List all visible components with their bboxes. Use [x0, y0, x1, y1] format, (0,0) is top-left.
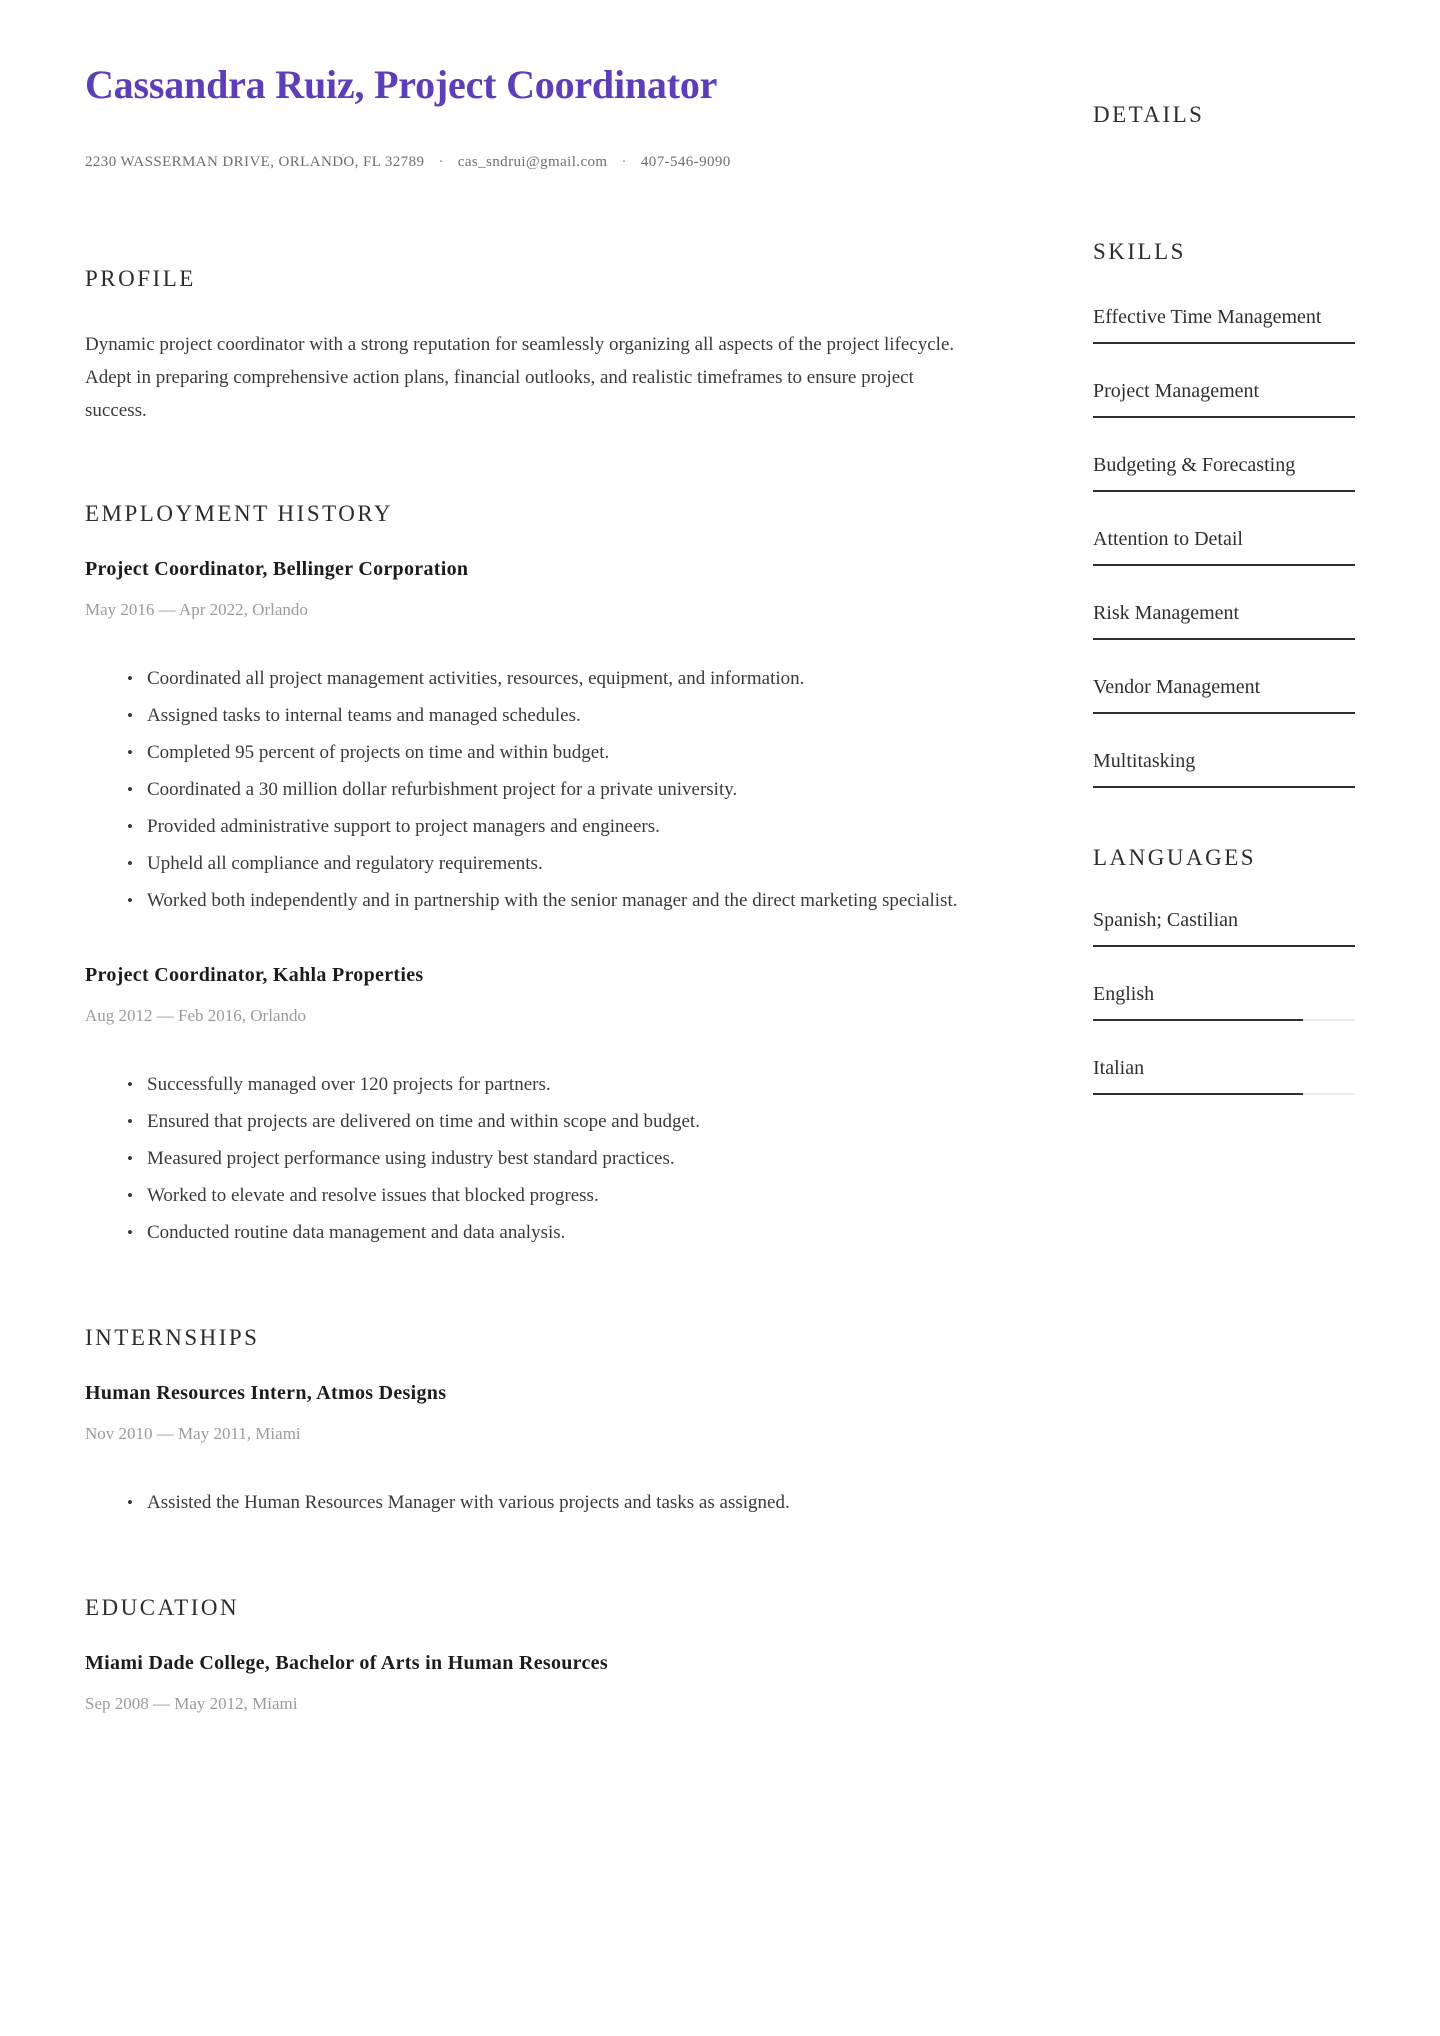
skill-label: Attention to Detail	[1093, 528, 1243, 550]
contact-separator: ·	[621, 154, 627, 170]
bullet-item: • Provided administrative support to project managers and engineers.	[85, 809, 970, 845]
job-title: Project Coordinator, Kahla Properties	[85, 964, 424, 986]
bullet-item: • Ensured that projects are delivered on time and within scope and budget.	[85, 1104, 970, 1140]
job-bullets	[85, 661, 970, 919]
contact-address: 2230 WASSERMAN DRIVE, ORLANDO, FL 32789	[85, 154, 425, 170]
contact-phone: 407-546-9090	[640, 154, 731, 170]
skill-level-fill	[1093, 638, 1355, 640]
bullet-item: • Completed 95 percent of projects on time and within budget.	[85, 735, 970, 771]
language-level-fill	[1093, 1093, 1303, 1095]
columns	[85, 62, 1355, 1715]
employment-jobs	[85, 555, 970, 1251]
skill-label: Effective Time Management	[1093, 306, 1322, 328]
job	[85, 555, 970, 919]
skill-item	[1093, 596, 1355, 640]
skill-level-bar	[1093, 490, 1355, 492]
skill-item	[1093, 374, 1355, 418]
internships-heading: INTERNSHIPS	[85, 1325, 260, 1350]
skills-list	[1093, 300, 1355, 788]
language-label: English	[1093, 983, 1155, 1005]
job-title: Miami Dade College, Bachelor of Arts in Human Resources	[85, 1652, 608, 1674]
languages-list	[1093, 903, 1355, 1095]
skills-heading: SKILLS	[1093, 239, 1186, 264]
name-title: Cassandra Ruiz, Project Coordinator	[85, 62, 718, 107]
language-item	[1093, 903, 1355, 947]
education-jobs	[85, 1649, 970, 1715]
skill-item	[1093, 744, 1355, 788]
skill-level-fill	[1093, 786, 1355, 788]
skill-label: Risk Management	[1093, 602, 1240, 624]
skill-level-fill	[1093, 712, 1355, 714]
bullet-item: • Measured project performance using industry best standard practices.	[85, 1141, 970, 1177]
job-date-location: Sep 2008 — May 2012, Miami	[85, 1694, 298, 1713]
language-level-bar	[1093, 945, 1355, 947]
skill-item	[1093, 300, 1355, 344]
header	[85, 62, 970, 172]
language-label: Spanish; Castilian	[1093, 909, 1238, 931]
language-level-fill	[1093, 1019, 1303, 1021]
language-level-fill	[1093, 945, 1355, 947]
education-section	[85, 1593, 970, 1715]
skill-item	[1093, 448, 1355, 492]
skill-item	[1093, 522, 1355, 566]
language-level-bar	[1093, 1019, 1355, 1021]
skill-level-bar	[1093, 416, 1355, 418]
skill-label: Budgeting & Forecasting	[1093, 454, 1296, 476]
contact-separator: ·	[438, 154, 444, 170]
skill-label: Project Management	[1093, 380, 1260, 402]
skill-level-bar	[1093, 342, 1355, 344]
employment-section	[85, 499, 970, 1251]
internships-section	[85, 1323, 970, 1521]
job-title: Project Coordinator, Bellinger Corporation	[85, 558, 469, 580]
contact-line	[85, 152, 970, 172]
sidebar	[1093, 62, 1355, 1125]
skill-level-fill	[1093, 564, 1355, 566]
job-title: Human Resources Intern, Atmos Designs	[85, 1382, 447, 1404]
skill-level-fill	[1093, 342, 1355, 344]
skill-label: Multitasking	[1093, 750, 1196, 772]
profile-section	[85, 264, 970, 427]
languages-section	[1093, 843, 1355, 1095]
skill-level-fill	[1093, 490, 1355, 492]
details-section	[1093, 100, 1355, 130]
skill-level-bar	[1093, 712, 1355, 714]
language-item	[1093, 1051, 1355, 1095]
employment-heading: EMPLOYMENT HISTORY	[85, 501, 394, 526]
bullet-item: • Conducted routine data management and data analysis.	[85, 1215, 970, 1251]
skill-level-fill	[1093, 416, 1355, 418]
bullet-item: • Coordinated a 30 million dollar refurbishment project for a private university.	[85, 772, 970, 808]
skills-section	[1093, 237, 1355, 788]
skill-level-bar	[1093, 786, 1355, 788]
internship-jobs	[85, 1379, 970, 1521]
job-date-location: Nov 2010 — May 2011, Miami	[85, 1424, 301, 1443]
skill-item	[1093, 670, 1355, 714]
language-item	[1093, 977, 1355, 1021]
profile-text: Dynamic project coordinator with a strong reputation for seamlessly organizing all aspects of the project lifecycle. Adept in preparing comprehensive action plans, financial outlooks, and realistic timeframes to ensure project success.	[85, 334, 955, 421]
job	[85, 1649, 970, 1715]
job	[85, 961, 970, 1251]
details-heading: DETAILS	[1093, 102, 1205, 127]
job-bullets	[85, 1485, 970, 1521]
job	[85, 1379, 970, 1521]
job-date-location: Aug 2012 — Feb 2016, Orlando	[85, 1006, 306, 1025]
main-column	[85, 62, 970, 1715]
bullet-item: • Successfully managed over 120 projects for partners.	[85, 1067, 970, 1103]
job-bullets	[85, 1067, 970, 1251]
language-label: Italian	[1093, 1057, 1145, 1079]
bullet-item: • Worked to elevate and resolve issues that blocked progress.	[85, 1178, 970, 1214]
bullet-item: • Upheld all compliance and regulatory requirements.	[85, 846, 970, 882]
contact-email: cas_sndrui@gmail.com	[457, 154, 608, 170]
skill-label: Vendor Management	[1093, 676, 1261, 698]
bullet-item: • Assigned tasks to internal teams and managed schedules.	[85, 698, 970, 734]
language-level-bar	[1093, 1093, 1355, 1095]
languages-heading: LANGUAGES	[1093, 845, 1257, 870]
bullet-item: • Worked both independently and in partnership with the senior manager and the direct marketing specialist.	[85, 883, 970, 919]
bullet-item: • Assisted the Human Resources Manager with various projects and tasks as assigned.	[85, 1485, 970, 1521]
education-heading: EDUCATION	[85, 1595, 240, 1620]
skill-level-bar	[1093, 564, 1355, 566]
bullet-item: • Coordinated all project management activities, resources, equipment, and information.	[85, 661, 970, 697]
job-date-location: May 2016 — Apr 2022, Orlando	[85, 600, 308, 619]
skill-level-bar	[1093, 638, 1355, 640]
profile-heading: PROFILE	[85, 266, 196, 291]
